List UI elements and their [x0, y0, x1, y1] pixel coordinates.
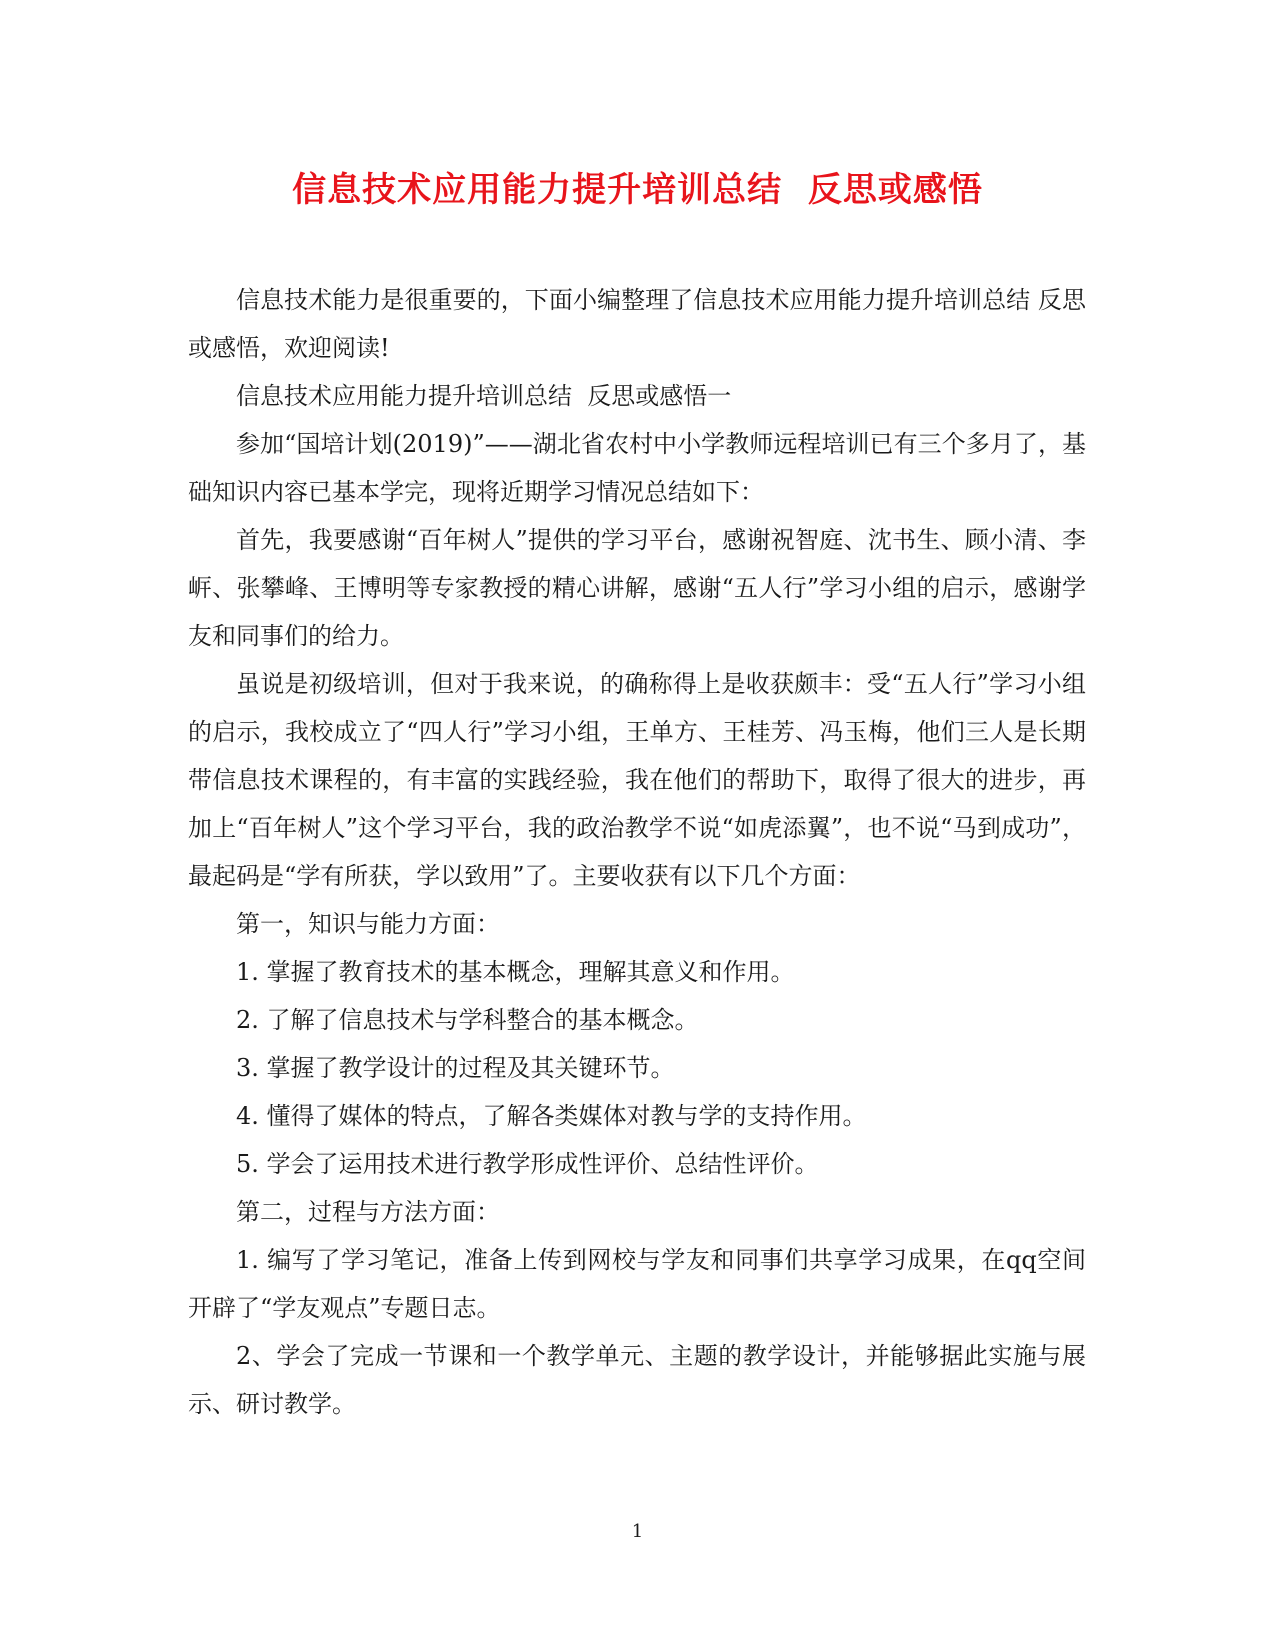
list-item: 3. 掌握了教学设计的过程及其关键环节。 — [236, 1054, 675, 1082]
intro-paragraph: 信息技术能力是很重要的，下面小编整理了信息技术应用能力提升培训总结 反思或感悟，欢迎阅读! — [188, 286, 1086, 362]
subsection-heading: 第一，知识与能力方面： — [236, 910, 500, 938]
document-body — [188, 276, 1086, 1428]
body-paragraph: 虽说是初级培训，但对于我来说，的确称得上是收获颇丰：受“五人行”学习小组的启示，我校成立了“四人行”学习小组，王单方、王桂芳、冯玉梅，他们三人是长期带信息技术课程的，有丰富的实践经验，我在他们的帮助下，取得了很大的进步，再加上“百年树人”这个学习平台，我的政治教学不说“如虎添翼”，也不说“马到成功”，最起码是“学有所获，学以致用”了。主要收获有以下几个方面： — [188, 670, 1086, 890]
list-item: 1. 掌握了教育技术的基本概念，理解其意义和作用。 — [236, 958, 795, 986]
list-item: 4. 懂得了媒体的特点，了解各类媒体对教与学的支持作用。 — [236, 1102, 867, 1130]
subsection-heading: 第二，过程与方法方面： — [236, 1198, 500, 1226]
document-title: 信息技术应用能力提升培训总结 反思或感悟 — [292, 170, 983, 210]
body-paragraph: 参加“国培计划(2019)”——湖北省农村中小学教师远程培训已有三个多月了，基础知识内容已基本学完，现将近期学习情况总结如下： — [188, 430, 1086, 506]
list-item: 2. 了解了信息技术与学科整合的基本概念。 — [236, 1006, 699, 1034]
list-item: 5. 学会了运用技术进行教学形成性评价、总结性评价。 — [236, 1150, 819, 1178]
page-number: 1 — [631, 1521, 644, 1542]
list-item: 1. 编写了学习笔记，准备上传到网校与学友和同事们共享学习成果，在qq空间开辟了“学友观点”专题日志。 — [188, 1246, 1086, 1322]
body-paragraph: 首先，我要感谢“百年树人”提供的学习平台，感谢祝智庭、沈书生、顾小清、李㟁、张攀峰、王博明等专家教授的精心讲解，感谢“五人行”学习小组的启示，感谢学友和同事们的给力。 — [188, 526, 1086, 650]
list-item: 2、学会了完成一节课和一个教学单元、主题的教学设计，并能够据此实施与展示、研讨教学。 — [188, 1342, 1086, 1418]
section-heading: 信息技术应用能力提升培训总结 反思或感悟一 — [236, 382, 732, 410]
